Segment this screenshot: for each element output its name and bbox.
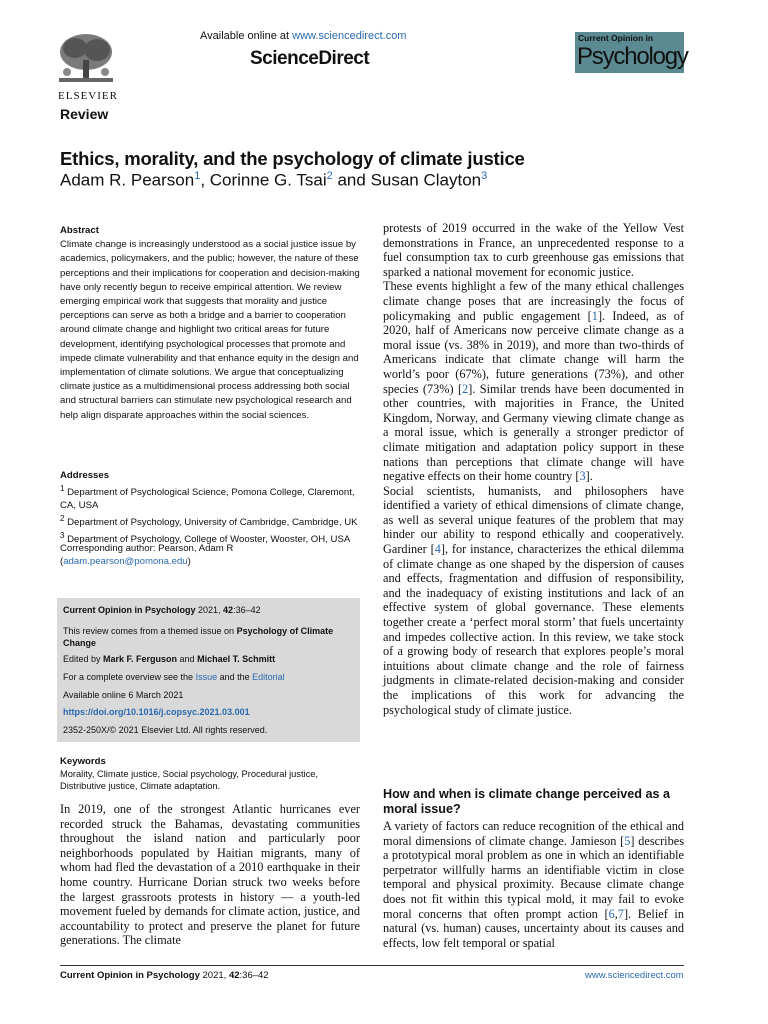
journal-logo [575, 32, 688, 73]
journal-logo-small: Current Opinion in [578, 33, 654, 43]
article-title: Ethics, morality, and the psychology of climate justice [60, 148, 525, 169]
abstract-text: Climate change is increasingly understood as a social justice issue by academics, policymakers, and the public; however, the nature of these perceptions and their implications for cooperation and decision-making have only recently begun to receive empirical attention. We review emerging empirical work that suggests that morality and justice perceptions can serve as both a bridge and a barrier to cooperation around climate change and highlight two critical areas for future development, identifying psychological processes that promote and impede climate vulnerability and that enhance equity in the design and implementation of climate solutions. We argue that conceptualizing climate justice as a multidimensional process addressing both social and structural barriers can stimulate new psychological research and help align disparate approaches within the social sciences. [60, 239, 360, 421]
footer-divider [60, 965, 684, 966]
addresses [60, 469, 360, 547]
doi-link[interactable]: https://doi.org/10.1016/j.copsyc.2021.03.001 [63, 707, 250, 717]
keywords-text: Morality, Climate justice, Social psychology, Procedural justice, Distributive justice, Climate adaptation. [60, 769, 319, 791]
citation-ref[interactable]: 4 [434, 542, 441, 557]
info-theme: This review comes from a themed issue on Psychology of Climate Change [63, 626, 334, 648]
email-link[interactable]: adam.pearson@pomona.edu [63, 556, 188, 567]
body-paragraph: These events highlight a few of the many ethical challenges climate change poses that are increasingly the focus of policymaking and public engagement [1]. Indeed, as of 2020, half of Americans now perceive climate change as a moral issue (vs. 38% in 2019), and more than two-thirds of Americans indicate that climate change will harm the world’s poor (67%), future generations (73%), and other species (73%) [2]. Similar trends have been documented in other countries, with majorities in France, the United Kingdom, Norway, and Germany viewing climate change as a moral issue, which is generally a stronger predictor of climate mitigation and adaptation policy support in these nations than perceptions that climate change will have negative effects on their home country [3]. [383, 279, 685, 484]
elsevier-tree-icon [55, 32, 117, 84]
citation-ref[interactable]: 6 [608, 906, 615, 921]
author[interactable]: Susan Clayton [370, 170, 482, 190]
body-paragraph: protests of 2019 occurred in the wake of the Yellow Vest demonstrations in France, an unprecedented response to a fuel consumption tax to curb greenhouse gas emissions that sparked a national movement for economic justice. [383, 221, 684, 279]
address-item: $^1$ Department of Psychological Science, Pomona College, Claremont, CA, USA [60, 484, 355, 512]
sciencedirect-logo: ScienceDirect [250, 48, 370, 69]
article-info-box [57, 598, 360, 742]
abstract [60, 224, 360, 423]
citation-ref[interactable]: 5 [624, 833, 631, 848]
citation-ref[interactable]: 2 [462, 381, 469, 396]
citation-ref[interactable]: 7 [617, 906, 624, 921]
body-paragraph: In 2019, one of the strongest Atlantic hurricanes ever recorded struck the Bahamas, devastating communities throughout the island nation and particularly poor neighborhoods populated by Haitian migrants, many of whom had fled the devastation of a 2010 earthquake in their home country. Hurricane Dorian struck two weeks before the largest grassroots protests in history — a youth-led movement fueled by demands for climate action, justice, and accountability to protect and preserve the planet for future generations. The climate [60, 802, 360, 948]
citation-ref[interactable]: 3 [579, 469, 586, 484]
author-list: Adam R. Pearson$^1$, Corinne G. Tsai$^2$ and Susan Clayton$^3$ [60, 170, 488, 190]
footer-url[interactable]: www.sciencedirect.com [585, 970, 684, 981]
keywords [60, 756, 360, 792]
abstract-heading: Abstract [60, 225, 99, 236]
info-editors: Edited by Mark F. Ferguson and Michael T. Schmitt [63, 654, 276, 664]
publisher-name: ELSEVIER [58, 90, 118, 102]
editorial-link[interactable]: Editorial [252, 672, 285, 682]
addresses-heading: Addresses [60, 470, 110, 481]
author[interactable]: Adam R. Pearson [60, 170, 195, 190]
article-type: Review [60, 106, 109, 122]
keywords-heading: Keywords [60, 756, 106, 767]
footer-citation: Current Opinion in Psychology 2021, 42:36–42 [60, 970, 269, 981]
body-right-top [383, 221, 684, 717]
available-online: Available online at www.sciencedirect.com [200, 30, 407, 42]
info-available: Available online 6 March 2021 [63, 690, 184, 700]
author[interactable]: Corinne G. Tsai [209, 170, 327, 190]
body-right-bottom [383, 819, 684, 950]
corresponding-author: Corresponding author: Pearson, Adam R (adam.pearson@pomona.edu) [60, 543, 234, 567]
sciencedirect-link[interactable]: www.sciencedirect.com [292, 30, 407, 42]
info-copyright: 2352-250X/© 2021 Elsevier Ltd. All rights reserved. [63, 725, 268, 735]
elsevier-logo [55, 32, 121, 102]
info-citation: Current Opinion in Psychology 2021, 42:36–42 [63, 605, 261, 615]
info-overview: For a complete overview see the Issue and the Editorial [63, 672, 285, 682]
citation-ref[interactable]: 1 [591, 308, 598, 323]
journal-logo-big: Psychology [577, 43, 688, 70]
body-paragraph: A variety of factors can reduce recognition of the ethical and moral dimensions of climate change. Jamieson [5] describes a prototypical moral problem as one in which an identifiable perpetrator willfully harms an identifiable victim in close temporal and physical proximity. Because climate change does not fit within this typical mold, it may fail to evoke moral concerns that often prompt action [6,7]. Belief in natural (vs. human) causes, uncertainty about its causes and effects, low felt temporal or spatial [383, 819, 684, 950]
section-heading: How and when is climate change perceived as a moral issue? [383, 787, 670, 816]
address-item: $^2$ Department of Psychology, University of Cambridge, Cambridge, UK [60, 514, 358, 529]
address-item: $^3$ Department of Psychology, College of Wooster, Wooster, OH, USA [60, 531, 351, 546]
issue-link[interactable]: Issue [195, 672, 218, 682]
body-paragraph: Social scientists, humanists, and philosophers have identified a variety of ethical dimensions of climate change, as well as several unique features of the problem that may hinder our ability to respond ethically and cooperatively. Gardiner [4], for instance, characterizes the ethical dilemma of climate change as one shaped by the dispersion of causes and effects, fragmentation and diffusion of responsibility, and the inadequacy of existing institutions and lack of an effective system of global governance. These elements together create a ‘perfect moral storm’ that fuels uncertainty and impedes collective action. In this review, we take stock of a growing body of research that explores people’s moral intuitions about climate change and the role of fairness judgments in climate-related decision-making and consider the implications of this work for advancing the psychological study of climate justice. [383, 483, 684, 717]
